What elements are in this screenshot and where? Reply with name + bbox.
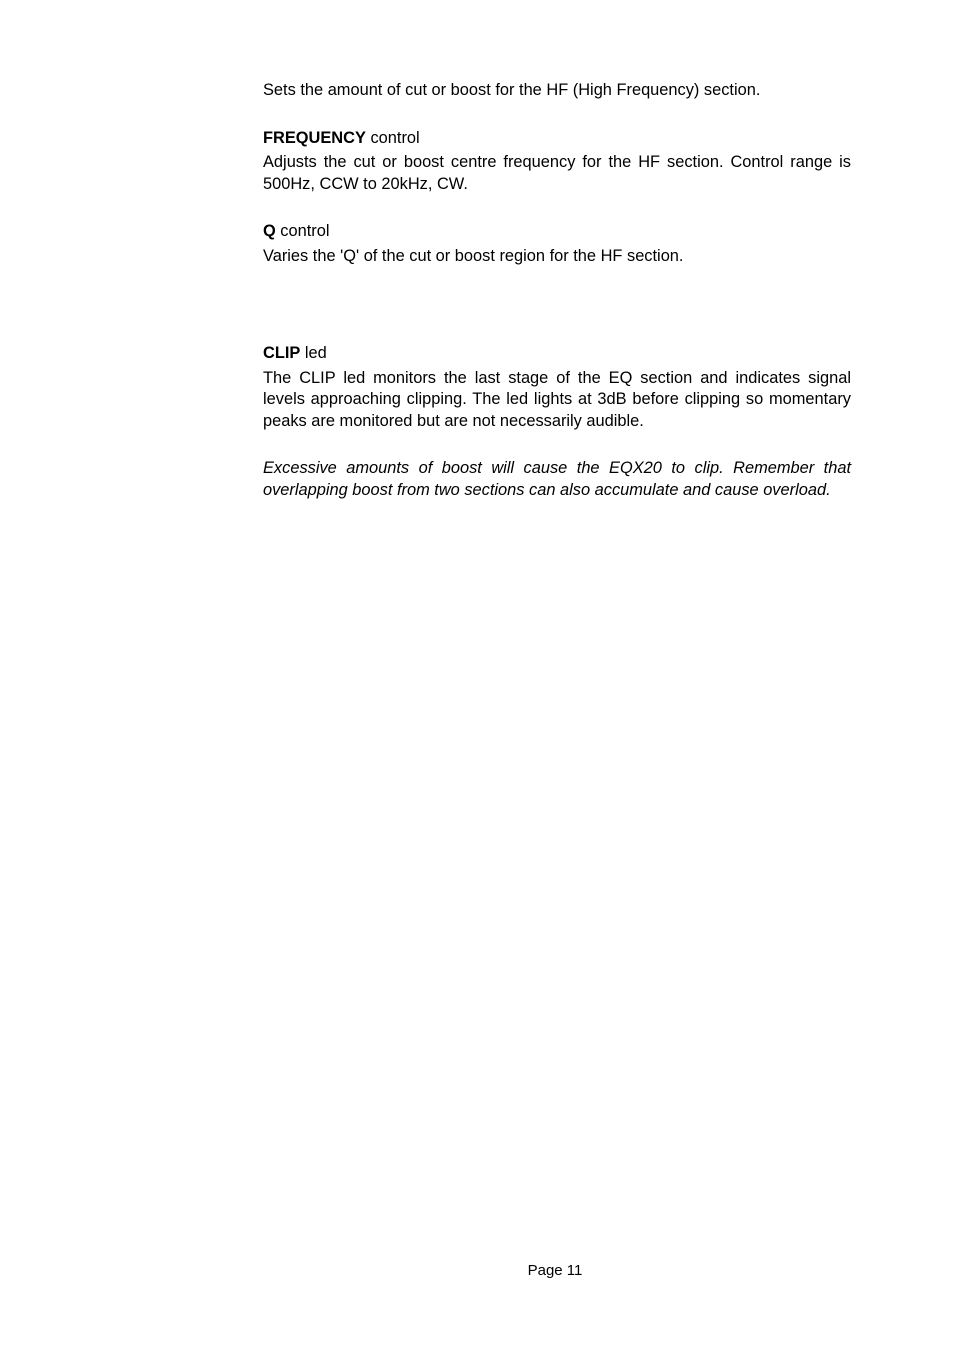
clip-heading-rest: led [300,344,327,362]
document-body [263,80,851,501]
hf-gain-description: Sets the amount of cut or boost for the HF (High Frequency) section. [263,81,761,99]
frequency-heading-rest: control [365,128,420,147]
clip-led-heading [263,343,851,365]
page-number: Page 11 [527,1262,583,1279]
frequency-control-heading [263,128,851,150]
frequency-control-description: Adjusts the cut or boost centre frequency for the HF section. Control range is 500Hz, CCW to 20kHz, CW. [263,153,851,193]
clip-led-description: The CLIP led monitors the last stage of the EQ section and indicates signal levels approaching clipping. The led lights at 3dB before clipping so momentary peaks are monitored but are not necessarily audible. [263,368,851,430]
overload-note: Excessive amounts of boost will cause the EQX20 to clip. Remember that overlapping boost from two sections can also accumulate and cause overload. [263,459,851,499]
q-control-description: Varies the 'Q' of the cut or boost region for the HF section. [263,246,684,265]
q-heading-rest: control [275,222,330,240]
clip-heading-bold: CLIP [263,344,301,362]
q-heading-bold: Q [263,222,276,240]
frequency-heading-bold: FREQUENCY [263,128,366,147]
q-control-heading [263,221,851,243]
